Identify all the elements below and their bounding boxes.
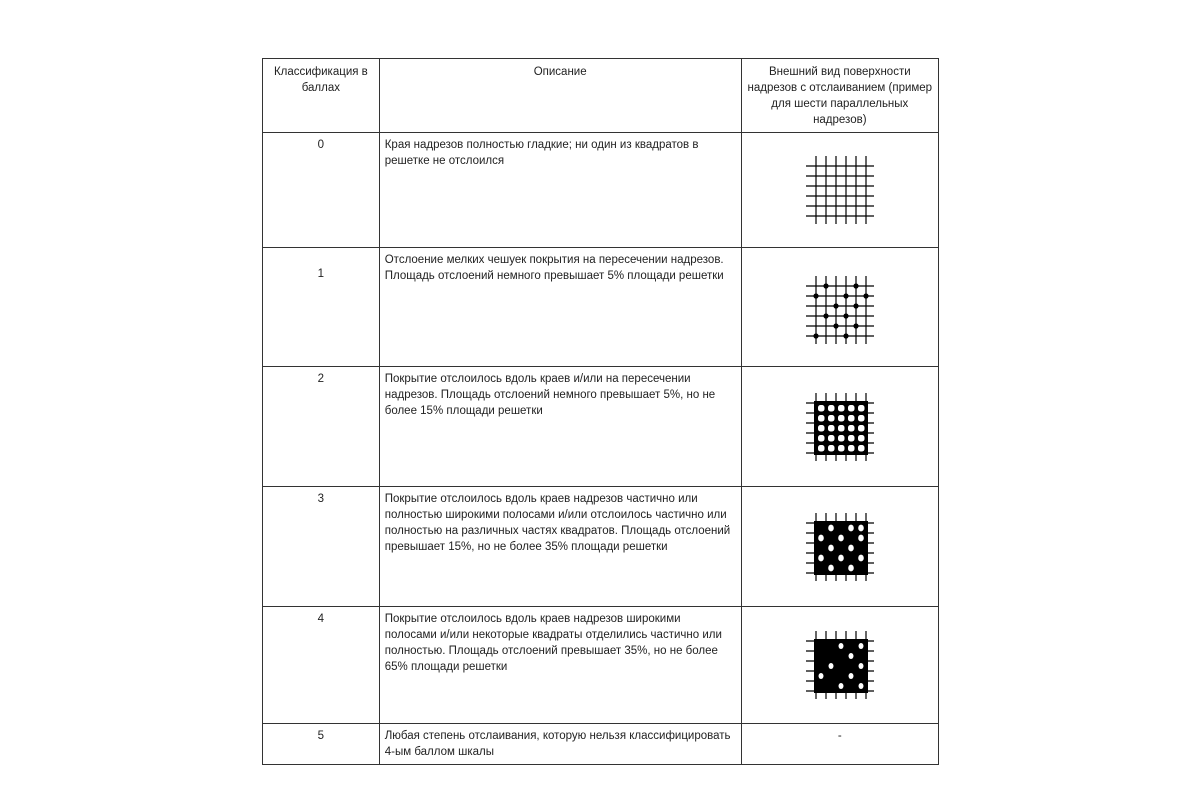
description-cell: Покрытие отслоилось вдоль краев надрезов широкими полосами и/или некоторые квадраты отделились частично или полностью. Площадь отслоений превышает 35%, но не более 65% площади решетки xyxy=(379,607,741,724)
crosshatch-grade-2-icon xyxy=(804,391,876,463)
header-description: Описание xyxy=(379,59,741,133)
appearance-cell xyxy=(741,248,938,367)
description-cell: Покрытие отслоилось вдоль краев и/или на пересечении надрезов. Площадь отслоений немного превышает 5%, но не более 15% площади решетки xyxy=(379,367,741,487)
table-row xyxy=(263,367,939,487)
appearance-cell-empty: - xyxy=(741,724,938,765)
appearance-cell xyxy=(741,367,938,487)
header-row xyxy=(263,59,939,133)
table-row xyxy=(263,133,939,248)
appearance-cell xyxy=(741,607,938,724)
description-cell: Покрытие отслоилось вдоль краев надрезов частично или полностью широкими полосами и/или отслоилось частично или полностью на различных частях квадратов. Площадь отслоений превышает 15%, но не более 35% площади решетки xyxy=(379,487,741,607)
crosshatch-grade-1-icon xyxy=(804,274,876,346)
header-appearance: Внешний вид поверхности надрезов с отслаиванием (пример для шести параллельных надрезов) xyxy=(741,59,938,133)
table-row xyxy=(263,248,939,367)
grade-cell: 3 xyxy=(263,487,380,607)
grade-cell: 2 xyxy=(263,367,380,487)
crosshatch-grade-3-icon xyxy=(804,511,876,583)
grade-cell: 5 xyxy=(263,724,380,765)
header-grade: Классификация в баллах xyxy=(263,59,380,133)
crosshatch-grade-0-icon xyxy=(804,154,876,226)
table-row xyxy=(263,724,939,765)
description-cell: Отслоение мелких чешуек покрытия на пересечении надрезов. Площадь отслоений немного превышает 5% площади решетки xyxy=(379,248,741,367)
grade-cell: 1 xyxy=(263,248,380,367)
adhesion-classification-table xyxy=(262,58,939,765)
appearance-cell xyxy=(741,133,938,248)
grade-cell: 0 xyxy=(263,133,380,248)
table-row xyxy=(263,607,939,724)
description-cell: Края надрезов полностью гладкие; ни один из квадратов в решетке не отслоился xyxy=(379,133,741,248)
grade-cell: 4 xyxy=(263,607,380,724)
description-cell: Любая степень отслаивания, которую нельзя классифицировать 4-ым баллом шкалы xyxy=(379,724,741,765)
crosshatch-grade-4-icon xyxy=(804,629,876,701)
table-row xyxy=(263,487,939,607)
appearance-cell xyxy=(741,487,938,607)
